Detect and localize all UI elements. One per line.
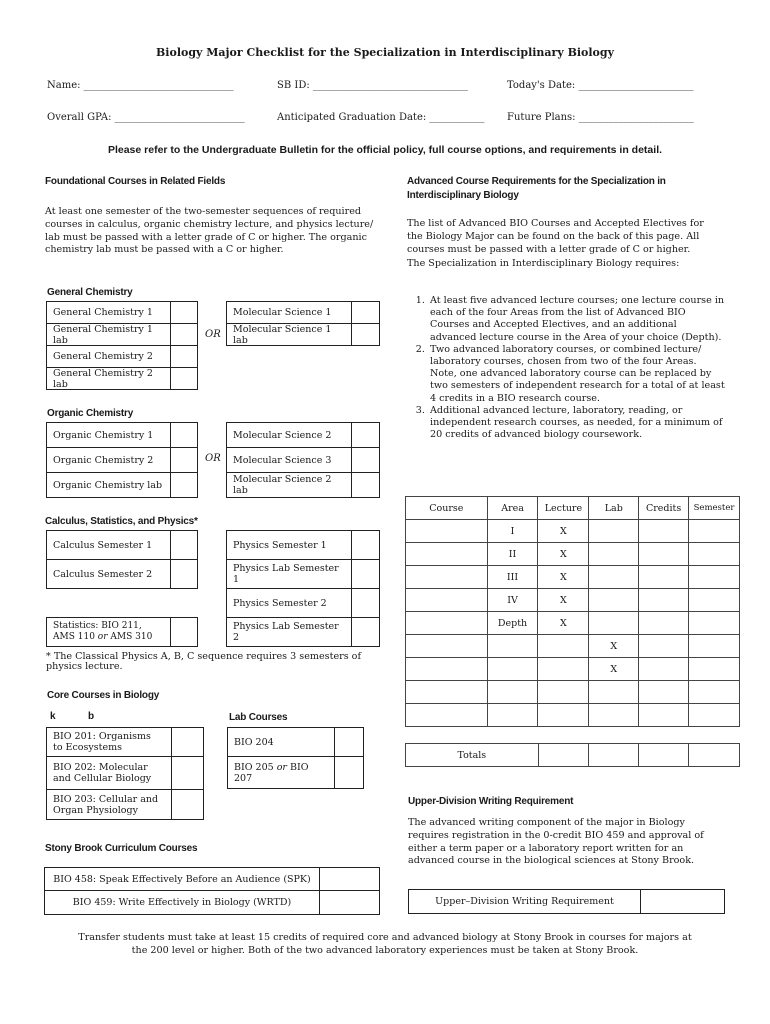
document-title: Biology Major Checklist for the Specialization in Interdisciplinary Biology <box>156 46 614 59</box>
lecture-cell: X <box>538 589 589 612</box>
bio-459-checkbox[interactable] <box>319 890 380 915</box>
semester-cell[interactable] <box>689 612 740 635</box>
course-cell[interactable] <box>406 520 488 543</box>
mol-sci-2-checkbox[interactable] <box>351 422 380 448</box>
general-chemistry-heading: General Chemistry <box>47 287 133 298</box>
course-cell[interactable] <box>406 635 488 658</box>
totals-lecture-cell[interactable] <box>538 744 589 767</box>
mol-sci-1-lab-checkbox[interactable] <box>351 323 380 346</box>
name-field[interactable]: Name: ______________________________ <box>47 80 234 91</box>
org-chem-1-checkbox[interactable] <box>170 422 198 448</box>
table-header-row <box>406 497 740 520</box>
calc-stats-physics-heading: Calculus, Statistics, and Physics* <box>45 516 198 527</box>
area-cell <box>487 704 538 727</box>
table-row <box>406 704 740 727</box>
course-cell[interactable] <box>406 566 488 589</box>
lab-cell <box>589 612 639 635</box>
header-lecture: Lecture <box>538 497 589 520</box>
gpa-field[interactable]: Overall GPA: __________________________ <box>47 112 245 123</box>
header-area: Area <box>487 497 538 520</box>
gen-chem-1-checkbox[interactable] <box>170 301 198 324</box>
table-row <box>406 589 740 612</box>
lab-cell <box>589 681 639 704</box>
lab-cell <box>589 543 639 566</box>
statistics-box: Statistics: BIO 211, AMS 110 or AMS 310 <box>46 617 171 647</box>
physics-lab-1-box: Physics Lab Semester 1 <box>226 559 352 589</box>
graduation-date-field[interactable]: Anticipated Graduation Date: ___________ <box>277 112 485 123</box>
calc-1-checkbox[interactable] <box>170 530 198 560</box>
semester-cell[interactable] <box>689 681 740 704</box>
area-cell: Depth <box>487 612 538 635</box>
area-cell <box>487 658 538 681</box>
table-row <box>406 635 740 658</box>
bio-202-box: BIO 202: Molecular and Cellular Biology <box>46 756 172 790</box>
credits-cell[interactable] <box>639 681 689 704</box>
credits-cell[interactable] <box>639 520 689 543</box>
transfer-footer: Transfer students must take at least 15 credits of required core and advanced biology at Stony Brook in courses for majors at the 200 level or higher. Both of the two advanced laboratory experiences must be taken at Stony Brook. <box>78 932 692 956</box>
or-label: OR <box>205 329 221 340</box>
area-cell: II <box>487 543 538 566</box>
lecture-cell <box>538 704 589 727</box>
advanced-heading: Advanced Course Requirements for the Specialization in Interdisciplinary Biology <box>407 176 666 201</box>
credits-cell[interactable] <box>639 612 689 635</box>
credits-cell[interactable] <box>639 704 689 727</box>
totals-semester-cell[interactable] <box>689 744 740 767</box>
area-cell <box>487 681 538 704</box>
mol-sci-2-lab-box: Molecular Science 2 lab <box>226 472 352 498</box>
lecture-cell <box>538 658 589 681</box>
area-cell: I <box>487 520 538 543</box>
lecture-cell <box>538 681 589 704</box>
gen-chem-1-lab-box: General Chemistry 1 lab <box>46 323 171 346</box>
gen-chem-2-box: General Chemistry 2 <box>46 345 171 368</box>
org-chem-2-checkbox[interactable] <box>170 447 198 473</box>
statistics-checkbox[interactable] <box>170 617 198 647</box>
org-chem-1-box: Organic Chemistry 1 <box>46 422 171 448</box>
credits-cell[interactable] <box>639 589 689 612</box>
lab-cell <box>589 589 639 612</box>
lecture-cell: X <box>538 520 589 543</box>
table-row <box>406 566 740 589</box>
advanced-text: The list of Advanced BIO Courses and Accepted Electives for the Biology Major can be found on the back of this page. All courses must be passed with a letter grade of C or higher. <box>407 218 704 255</box>
requirements-list <box>408 295 726 441</box>
gen-chem-1-box: General Chemistry 1 <box>46 301 171 324</box>
semester-cell[interactable] <box>689 589 740 612</box>
org-chem-lab-box: Organic Chemistry lab <box>46 472 171 498</box>
course-cell[interactable] <box>406 543 488 566</box>
totals-credits-cell[interactable] <box>639 744 689 767</box>
bio-201-checkbox[interactable] <box>171 727 204 757</box>
totals-row <box>406 744 740 767</box>
lecture-cell: X <box>538 566 589 589</box>
course-cell[interactable] <box>406 658 488 681</box>
bio-204-box: BIO 204 <box>227 727 335 757</box>
stray-k-text: k <box>50 711 56 722</box>
requirement-item: 1. At least five advanced lecture courses; one lecture course in each of the four Areas from the list of Advanced BIO Courses and Accepted Electives, and an additional advanced lecture course in the Area of your choice (Depth). <box>428 295 726 344</box>
bio-205-207-box: BIO 205 or BIO 207 <box>227 756 335 789</box>
table-row <box>406 658 740 681</box>
table-row <box>406 681 740 704</box>
stray-b-text: b <box>88 711 94 722</box>
semester-cell[interactable] <box>689 658 740 681</box>
core-courses-heading: Core Courses in Biology <box>47 690 160 701</box>
gen-chem-2-checkbox[interactable] <box>170 345 198 368</box>
mol-sci-1-lab-box: Molecular Science 1 lab <box>226 323 352 346</box>
totals-table <box>405 743 740 767</box>
bio-202-checkbox[interactable] <box>171 756 204 790</box>
physics-1-box: Physics Semester 1 <box>226 530 352 560</box>
sbid-field[interactable]: SB ID: _______________________________ <box>277 80 468 91</box>
advanced-text-requires: The Specialization in Interdisciplinary Biology requires: <box>407 258 680 269</box>
lecture-cell: X <box>538 612 589 635</box>
organic-chemistry-heading: Organic Chemistry <box>47 408 134 419</box>
lab-courses-heading: Lab Courses <box>229 712 288 723</box>
credits-cell[interactable] <box>639 543 689 566</box>
course-cell[interactable] <box>406 681 488 704</box>
physics-2-box: Physics Semester 2 <box>226 588 352 618</box>
gen-chem-2-lab-box: General Chemistry 2 lab <box>46 367 171 390</box>
org-chem-lab-checkbox[interactable] <box>170 472 198 498</box>
area-cell <box>487 635 538 658</box>
requirement-item: 2. Two advanced laboratory courses, or combined lecture/ laboratory courses, chosen from two of the four Areas. Note, one advanced laboratory course can be replaced by two semesters of independent research for a total of at least 4 credits in a BIO research course. <box>428 344 726 405</box>
lab-cell: X <box>589 658 639 681</box>
bio-201-box: BIO 201: Organisms to Ecosystems <box>46 727 172 757</box>
bio-203-checkbox[interactable] <box>171 789 204 820</box>
writing-text: The advanced writing component of the major in Biology requires registration in the 0-credit BIO 459 and approval of either a term paper or a laboratory report written for an advanced course in the biological sciences at Stony Brook. <box>408 817 704 867</box>
mol-sci-1-box: Molecular Science 1 <box>226 301 352 324</box>
calc-1-box: Calculus Semester 1 <box>46 530 171 560</box>
sbc-heading: Stony Brook Curriculum Courses <box>45 843 198 854</box>
mol-sci-2-lab-checkbox[interactable] <box>351 472 380 498</box>
gen-chem-2-lab-checkbox[interactable] <box>170 367 198 390</box>
semester-cell[interactable] <box>689 635 740 658</box>
table-row <box>406 612 740 635</box>
area-cell: III <box>487 566 538 589</box>
bio-203-box: BIO 203: Cellular and Organ Physiology <box>46 789 172 820</box>
bio-458-checkbox[interactable] <box>319 867 380 891</box>
course-cell[interactable] <box>406 589 488 612</box>
lecture-cell: X <box>538 543 589 566</box>
credits-cell[interactable] <box>639 566 689 589</box>
bio-459-box: BIO 459: Write Effectively in Biology (WRTD) <box>44 890 320 915</box>
requirement-item: 3. Additional advanced lecture, laboratory, reading, or independent research courses, as needed, for a minimum of 20 credits of advanced biology coursework. <box>428 405 726 442</box>
writing-requirement-checkbox[interactable] <box>640 889 725 914</box>
writing-requirement-box: Upper–Division Writing Requirement <box>408 889 641 914</box>
semester-cell[interactable] <box>689 704 740 727</box>
header-semester: Semester <box>689 497 740 520</box>
credits-cell[interactable] <box>639 658 689 681</box>
gen-chem-1-lab-checkbox[interactable] <box>170 323 198 346</box>
mol-sci-3-box: Molecular Science 3 <box>226 447 352 473</box>
physics-lab-2-box: Physics Lab Semester 2 <box>226 617 352 647</box>
physics-footnote: * The Classical Physics A, B, C sequence requires 3 semesters of physics lecture. <box>46 651 362 672</box>
mol-sci-3-checkbox[interactable] <box>351 447 380 473</box>
foundational-heading: Foundational Courses in Related Fields <box>45 176 226 187</box>
lab-cell: X <box>589 635 639 658</box>
lab-cell <box>589 566 639 589</box>
totals-lab-cell[interactable] <box>589 744 639 767</box>
physics-2-checkbox[interactable] <box>351 588 380 618</box>
header-lab: Lab <box>589 497 639 520</box>
header-credits: Credits <box>639 497 689 520</box>
org-chem-2-box: Organic Chemistry 2 <box>46 447 171 473</box>
advanced-courses-table <box>405 496 740 727</box>
mol-sci-1-checkbox[interactable] <box>351 301 380 324</box>
lecture-cell <box>538 635 589 658</box>
writing-heading: Upper-Division Writing Requirement <box>408 796 574 807</box>
totals-label: Totals <box>406 744 539 767</box>
mol-sci-2-box: Molecular Science 2 <box>226 422 352 448</box>
future-plans-field[interactable]: Future Plans: _______________________ <box>507 112 694 123</box>
semester-cell[interactable] <box>689 566 740 589</box>
semester-cell[interactable] <box>689 520 740 543</box>
table-row <box>406 543 740 566</box>
area-cell: IV <box>487 589 538 612</box>
physics-lab-2-checkbox[interactable] <box>351 617 380 647</box>
course-cell[interactable] <box>406 612 488 635</box>
foundational-text: At least one semester of the two-semester sequences of required courses in calculus, organic chemistry lecture, and physics lecture/ lab must be passed with a letter grade of C or higher. The organic chemistry lab must be passed with a C or higher. <box>45 206 374 256</box>
calc-2-checkbox[interactable] <box>170 559 198 589</box>
physics-lab-1-checkbox[interactable] <box>351 559 380 589</box>
table-row <box>406 520 740 543</box>
credits-cell[interactable] <box>639 635 689 658</box>
physics-1-checkbox[interactable] <box>351 530 380 560</box>
semester-cell[interactable] <box>689 543 740 566</box>
course-cell[interactable] <box>406 704 488 727</box>
bulletin-note: Please refer to the Undergraduate Bulletin for the official policy, full course options, and requirements in detail. <box>107 144 663 156</box>
header-course: Course <box>406 497 488 520</box>
or-label: OR <box>205 453 221 464</box>
todays-date-field[interactable]: Today's Date: _______________________ <box>507 80 694 91</box>
bio-205-207-checkbox[interactable] <box>334 756 364 789</box>
calc-2-box: Calculus Semester 2 <box>46 559 171 589</box>
lab-cell <box>589 704 639 727</box>
lab-cell <box>589 520 639 543</box>
bio-204-checkbox[interactable] <box>334 727 364 757</box>
bio-458-box: BIO 458: Speak Effectively Before an Audience (SPK) <box>44 867 320 891</box>
